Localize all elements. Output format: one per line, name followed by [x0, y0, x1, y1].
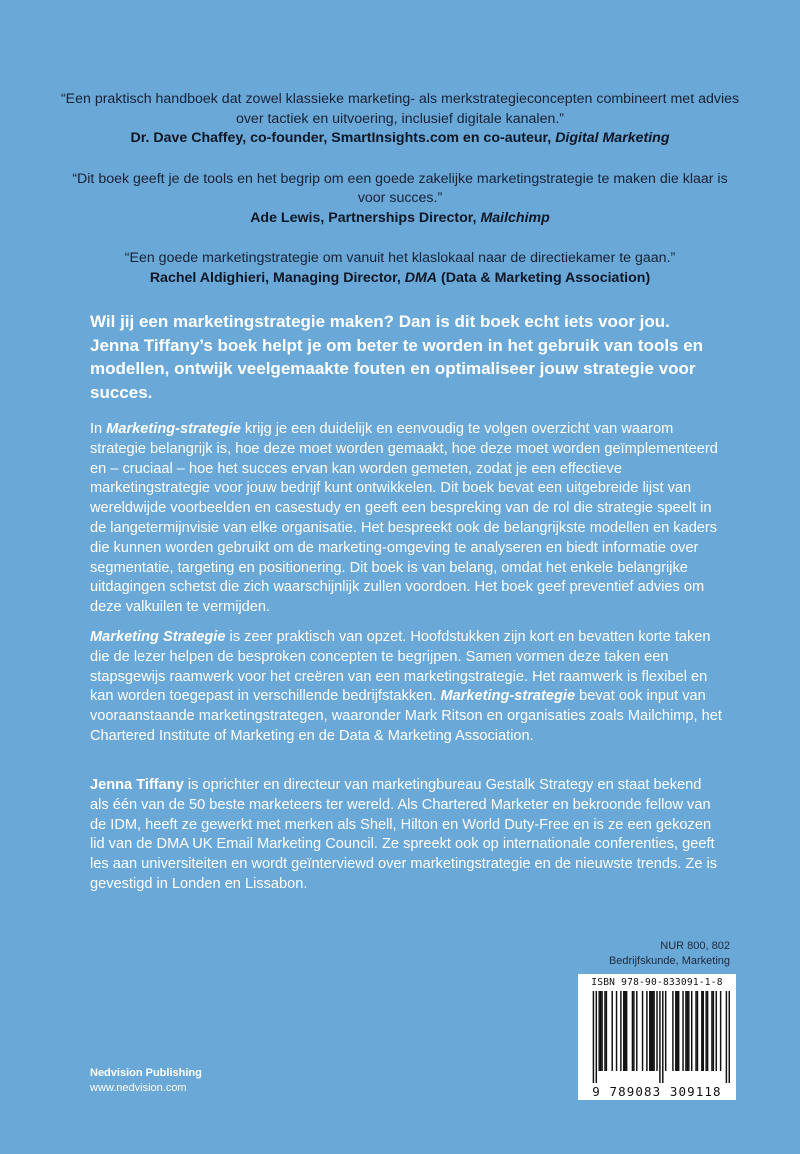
isbn-barcode	[578, 974, 736, 1100]
endorsements	[60, 90, 740, 309]
barcode-bar	[726, 991, 727, 1083]
classification	[609, 939, 730, 968]
quote-source: Digital Marketing	[555, 130, 670, 146]
barcode-bar	[636, 991, 637, 1071]
author-bio: Jenna Tiffany is oprichter en directeur van marketingbureau Gestalk Strategy en staat bekend als één van de 50 beste marketeers ter wereld. Als Chartered Marketer en bekroonde fellow van de IDM, heeft ze gewerkt met merken als Shell, Hilton en World Duty-Free en is ze een gekozen lid van de DMA UK Email Marketing Council. Ze spreekt ook op internationale conferenties, geeft les aan universiteiten en wordt geïnterviewd over marketingstrategie en de nieuwste trends. Ze is gevestigd in Londen en Lissabon.	[90, 777, 718, 892]
barcode-bar	[705, 991, 706, 1071]
barcode-bar	[596, 991, 597, 1083]
lead-paragraph: Wil jij een marketingstrategie maken? Dan is dit boek echt iets voor jou. Jenna Tiffany’s boek helpt je om beter te worden in het gebruik van tools en modellen, ontwijk veelgemaakte fouten en optimaliseer jouw strategie voor succes.	[90, 312, 704, 402]
barcode-bar	[598, 991, 599, 1071]
barcode-bar	[713, 991, 714, 1071]
endorsement-1	[60, 90, 740, 149]
barcode-bar	[659, 991, 660, 1083]
barcode-bar	[672, 991, 673, 1071]
barcode-bar	[651, 991, 652, 1071]
barcode-bar	[601, 991, 602, 1071]
quote-text: “Een praktisch handboek dat zowel klassieke marketing- als merkstrategieconcepten combineert met advies over tactiek en uitvoering, inclusief digitale kanalen.”	[60, 91, 740, 127]
quote-text: “Een goede marketingstrategie om vanuit het klaslokaal naar de directiekamer te gaan.”	[124, 250, 676, 266]
barcode-bar	[652, 991, 653, 1071]
endorsement-3	[60, 249, 740, 288]
publisher-website: www.nedvision.com	[90, 1082, 187, 1094]
publisher-name: Nedvision Publishing	[90, 1067, 202, 1079]
barcode-bar	[604, 991, 605, 1071]
barcode-bar	[675, 991, 676, 1071]
barcode-bar	[593, 991, 594, 1083]
author-name: Jenna Tiffany	[90, 777, 184, 793]
barcode-bar	[649, 991, 650, 1071]
barcode-bar	[611, 991, 612, 1071]
barcode-bar	[646, 991, 647, 1071]
barcode-bar	[707, 991, 708, 1071]
barcode-bar	[633, 991, 634, 1071]
description-paragraph: In Marketing-strategie krijg je een duidelijk en eenvoudig te volgen overzicht van waarom strategie belangrijk is, hoe deze moet worden gemaakt, hoe deze moet worden geïmplementeerd en – cruciaal – hoe het succes ervan kan worden gemeten, zodat je een effectieve marketingstrategie voor jouw bedrijf kunt ontwikkelen. Dit boek bevat een uitgebreide lijst van wereldwijde voorbeelden en casestudy en geeft een bespreking van de rol die strategie speelt in de langetermijnvisie van elke organisatie. Het bespreekt ook de belangrijkste modellen en kaders die kunnen worden gebruikt om de marketing-omgeving te analyseren en biedt informatie over segmentatie, targeting en positionering. Dit boek is van belang, omdat het enkele belangrijke uitdagingen schetst die zich waarschijnlijk zullen voordoen. Het boek geef preventief advies om deze valkuilen te vermijden.	[90, 421, 718, 616]
quote-author: Ade Lewis, Partnerships Director, Mailchimp	[250, 209, 550, 226]
barcode-bar	[624, 991, 625, 1071]
barcode-bar	[716, 991, 717, 1071]
barcode-bar	[620, 991, 621, 1071]
nur-code: NUR 800, 802	[660, 940, 730, 952]
barcode-bar	[703, 991, 704, 1071]
barcode-bar	[662, 991, 663, 1083]
barcode-bar	[697, 991, 698, 1071]
barcode-bar	[678, 991, 679, 1071]
publisher	[90, 1066, 202, 1096]
barcode-bar	[685, 991, 686, 1071]
barcode-bar	[623, 991, 624, 1071]
book-title: Marketing Strategie	[90, 629, 226, 645]
barcode-bar	[626, 991, 627, 1071]
subject-category: Bedrijfskunde, Marketing	[608, 954, 730, 967]
barcode-bar	[606, 991, 607, 1071]
quote-source: Mailchimp	[480, 209, 550, 226]
quote-author: Rachel Aldighieri, Managing Director, DMA (Data & Marketing Association)	[149, 269, 651, 286]
barcode-bar	[600, 991, 601, 1071]
barcode-bar	[653, 991, 654, 1071]
barcode-bar	[720, 991, 721, 1071]
book-title: Marketing-strategie	[106, 421, 241, 437]
barcode-bar	[695, 991, 696, 1071]
quote-author: Dr. Dave Chaffey, co-founder, SmartInsights.com en co-auteur, Digital Marketing	[130, 130, 670, 146]
book-title: Marketing-strategie	[440, 688, 576, 705]
isbn-number: ISBN 978-90-833091-1-8	[591, 977, 723, 988]
structure-paragraph: Marketing Strategie is zeer praktisch van opzet. Hoofdstukken zijn kort en bevatten korte taken die de lezer helpen de besproken concepten te begrijpen. Samen vormen deze taken een stapsgewijs raamwerk voor het creëren van een marketingstrategie. Het raamwerk is flexibel en kan worden toegepast in verschillende bedrijfstakken. Marketing-strategie bevat ook input van vooraanstaande marketingstrategen, waaronder Mark Ritson en organisaties zoals Mailchimp, het Chartered Institute of Marketing en de Data & Marketing Association.	[90, 629, 722, 744]
barcode-bar	[687, 991, 688, 1071]
barcode-bar	[665, 991, 666, 1071]
barcode-digits: 9 789083 309118	[578, 1084, 736, 1099]
endorsement-2	[60, 170, 740, 229]
barcode-bar	[688, 991, 689, 1071]
barcode-bar	[691, 991, 692, 1071]
barcode-bar	[701, 991, 702, 1071]
barcode-bar	[616, 991, 617, 1071]
barcode-bar	[642, 991, 643, 1071]
barcode-bar	[729, 991, 730, 1083]
quote-text: “Dit boek geeft je de tools en het begrip om een goede zakelijke marketingstrategie te maken die klaar is voor succes.”	[72, 170, 728, 206]
barcode-bars	[584, 991, 730, 1083]
barcode-bar	[682, 991, 683, 1071]
barcode-bar	[677, 991, 678, 1071]
barcode-bar	[711, 991, 712, 1071]
quote-source: DMA	[404, 269, 438, 286]
barcode-bar	[632, 991, 633, 1071]
barcode-bar	[656, 991, 657, 1071]
